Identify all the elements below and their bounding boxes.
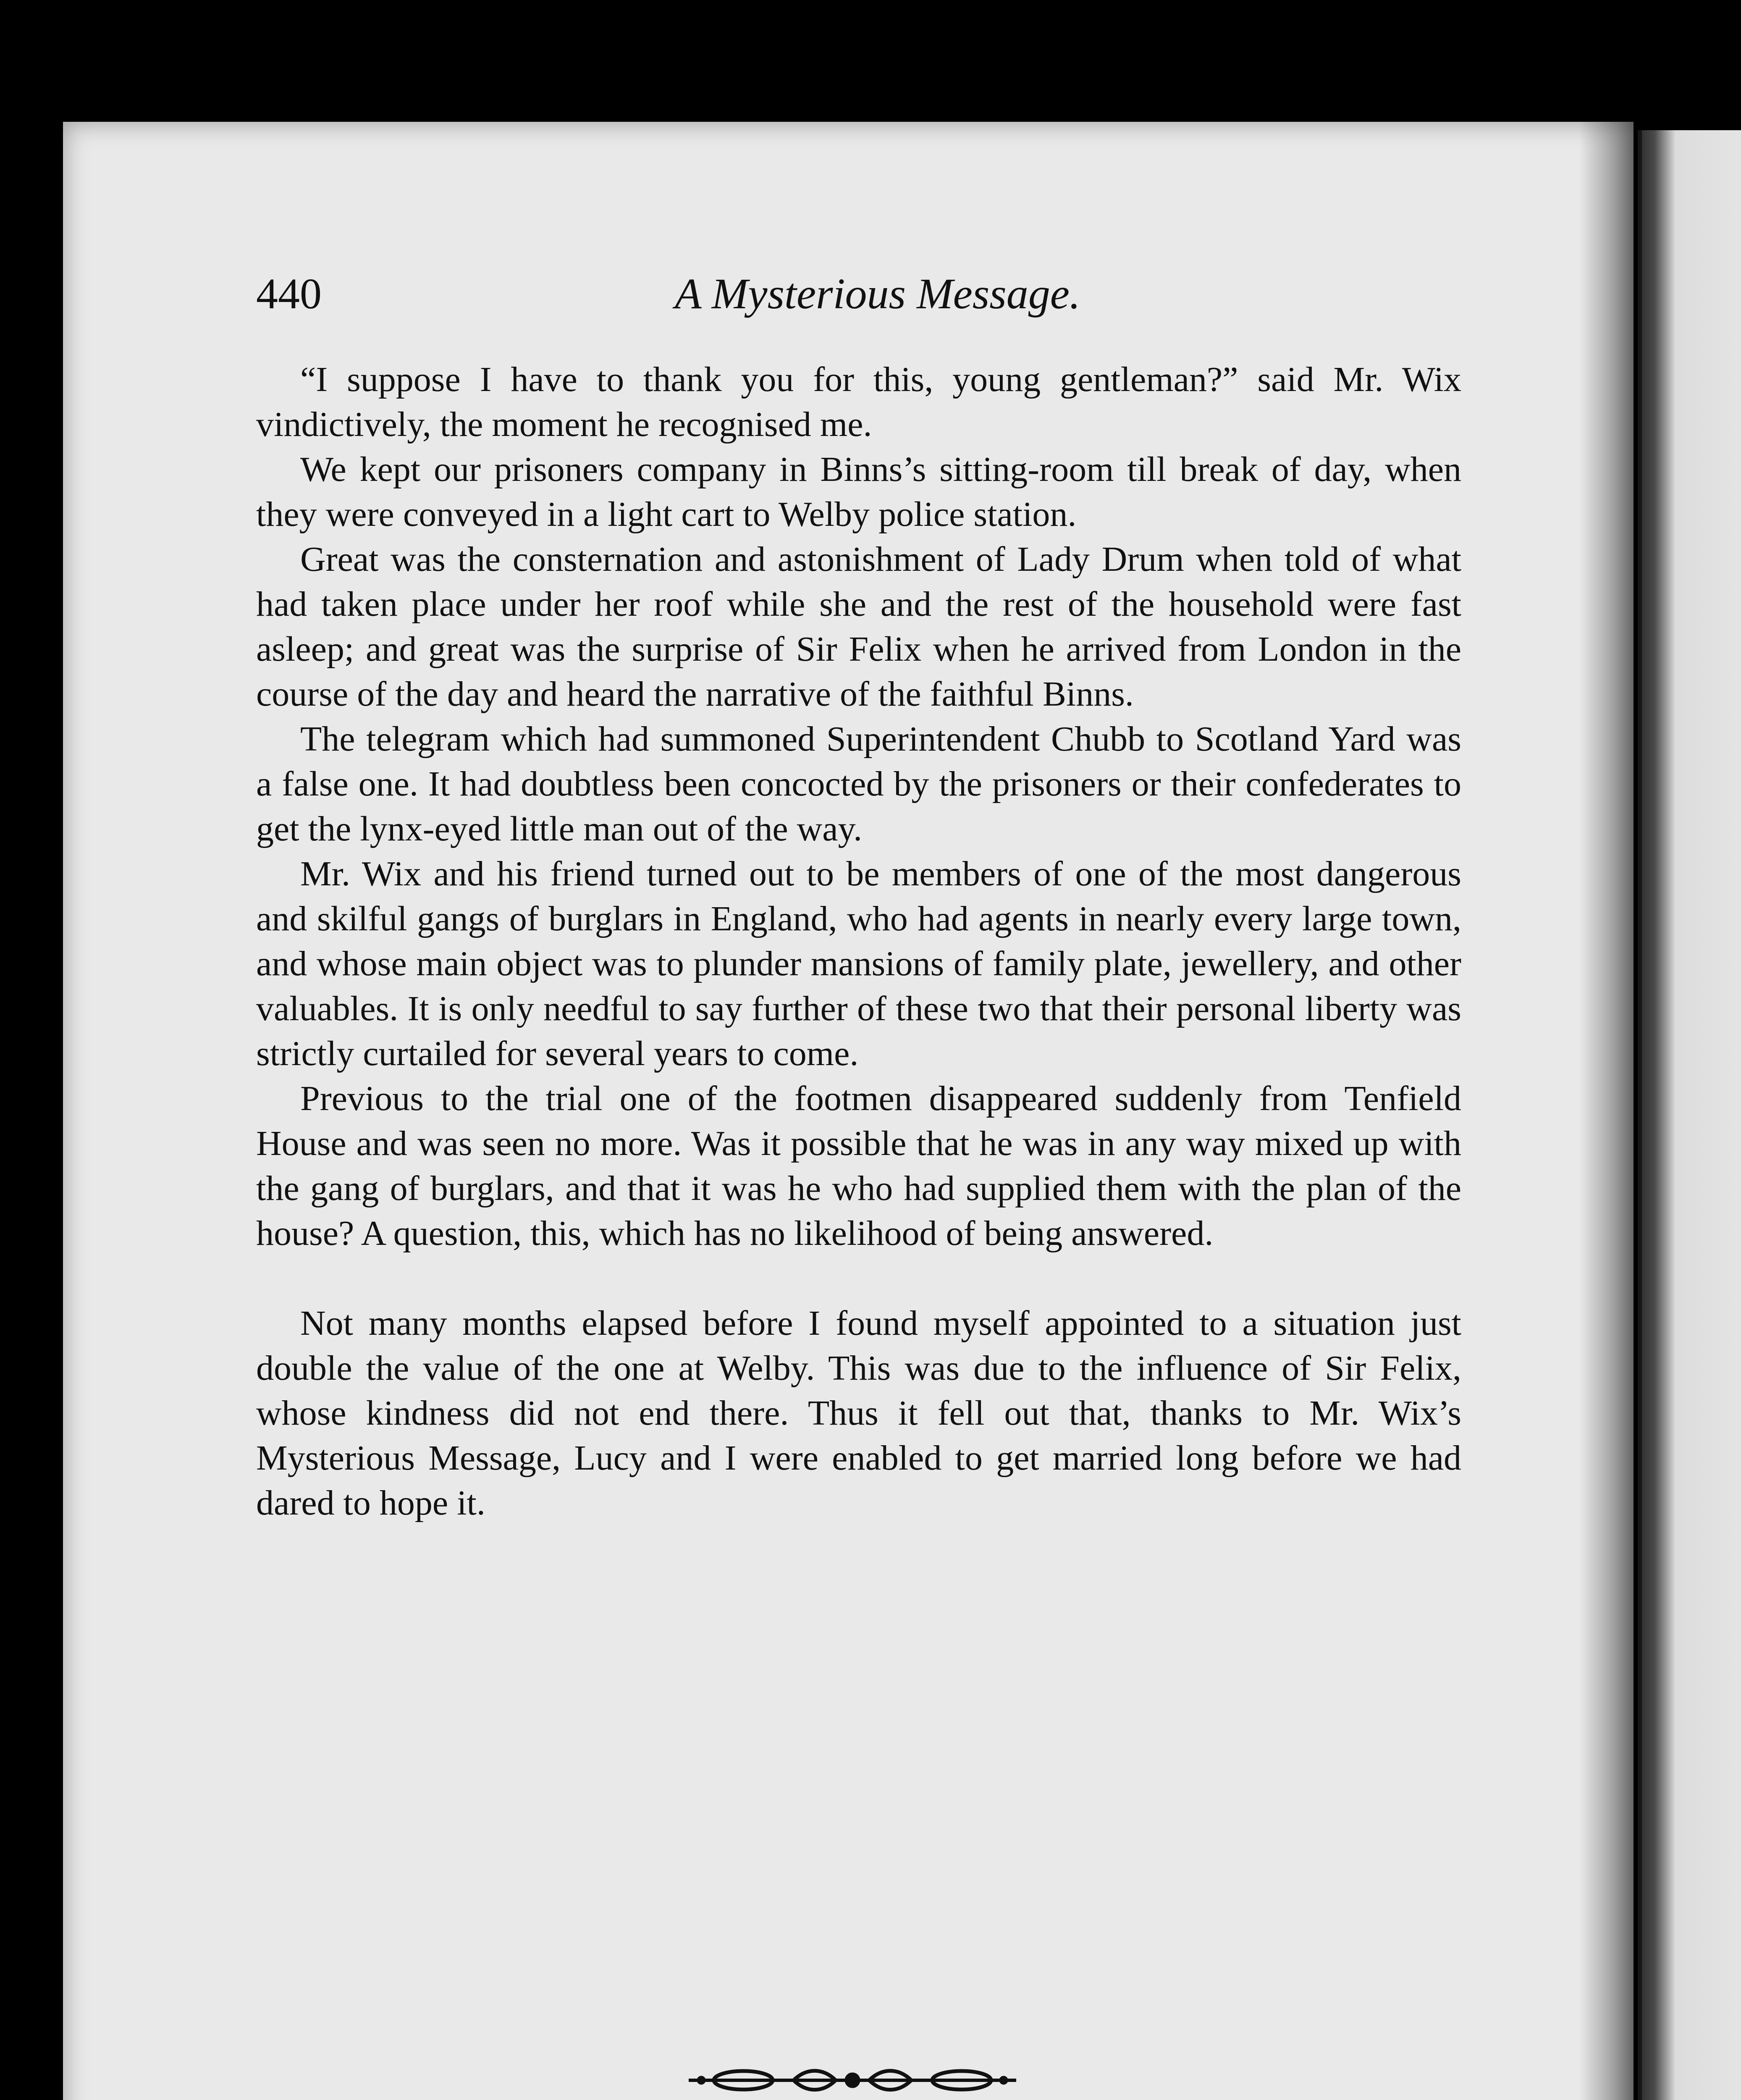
paragraph: Previous to the trial one of the footmen disappeared suddenly from Tenfield House and was seen no more. Was it possible that he was in any way mixed up with the gang of burglars, and that it was he who had supplied them with the plan of the house? A question, this, which has no likelihood of being answered. — [256, 1079, 1461, 1253]
paragraph: Great was the consternation and astonishment of Lady Drum when told of what had taken place under her roof while she and the rest of the household were fast asleep; and great was the surprise of Sir Felix when he arrived from London in the course of the day and heard the narrative of the faithful Binns. — [256, 540, 1461, 714]
gutter-shadow — [1579, 122, 1642, 2100]
running-head — [256, 260, 1499, 328]
paragraph: “I suppose I have to thank you for this, young gentleman?” said Mr. Wix vindictively, the moment he recognised me. — [256, 360, 1461, 444]
paragraph: The telegram which had summoned Superintendent Chubb to Scotland Yard was a false one. It had doubtless been concocted by the prisoners or their confederates to get the lynx-eyed little man out of the way. — [256, 719, 1461, 848]
facing-page-edge — [1638, 130, 1741, 2100]
body-text — [256, 357, 1461, 1525]
running-title: A Mysterious Message. — [675, 270, 1080, 318]
page-number: 440 — [256, 270, 322, 318]
closing-paragraph: Not many months elapsed before I found myself appointed to a situation just double the value of the one at Welby. This was due to the influence of Sir Felix, whose kindness did not end there. Thus it fell out that, thanks to Mr. Wix’s Mysterious Message, Lucy and I were enabled to get married long before we had dared to hope it. — [256, 1304, 1461, 1522]
paragraph: We kept our prisoners company in Binns’s sitting-room till break of day, when they were conveyed in a light cart to Welby police station. — [256, 450, 1461, 534]
paragraph: Mr. Wix and his friend turned out to be members of one of the most dangerous and skilful gangs of burglars in England, who had agents in nearly every large town, and whose main object was to plunder mansions of family plate, jewellery, and other valuables. It is only needful to say further of these two that their personal liberty was strictly curtailed for several years to come. — [256, 854, 1461, 1073]
tailpiece-ornament-icon — [689, 2066, 1016, 2095]
